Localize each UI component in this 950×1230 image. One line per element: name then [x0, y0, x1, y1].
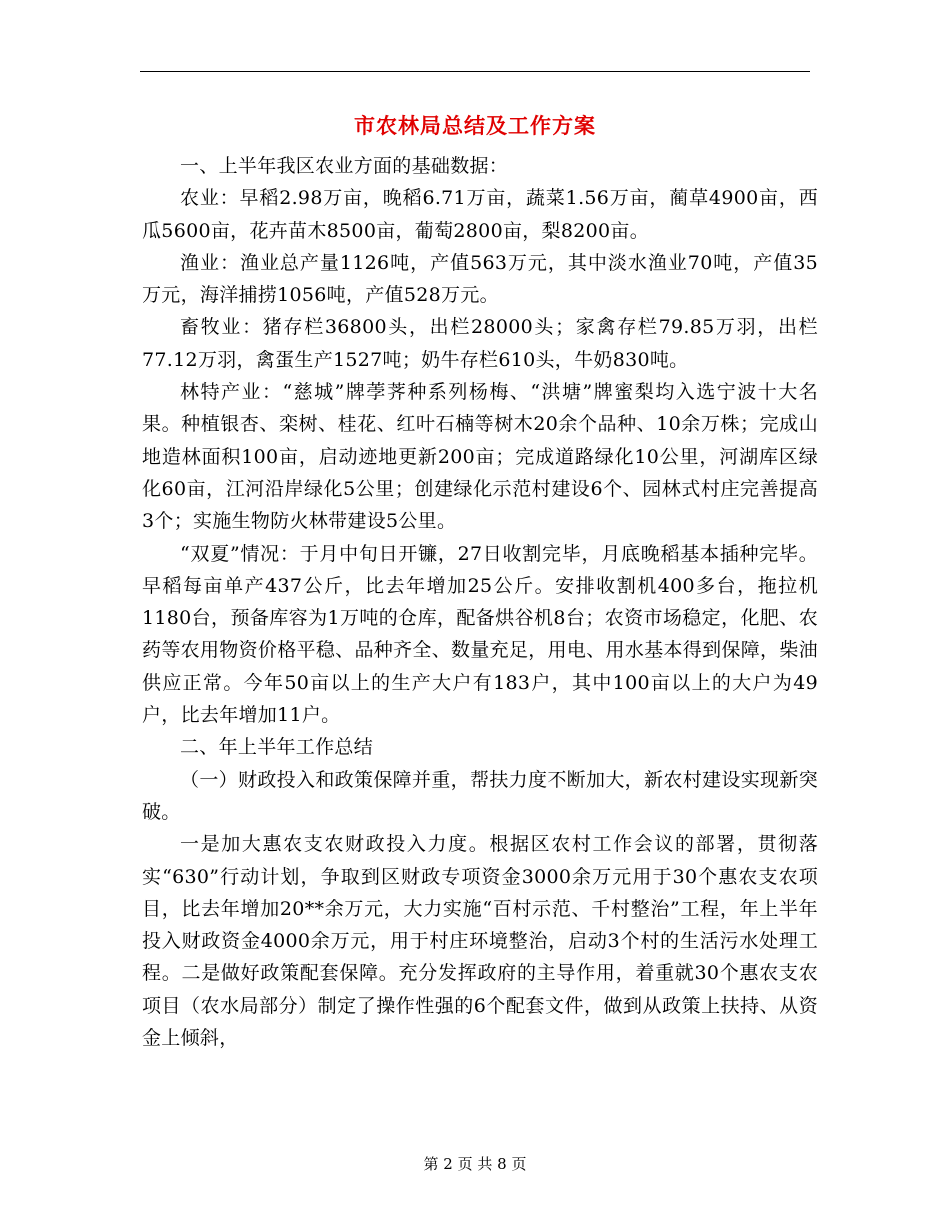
document-title: 市农林局总结及工作方案	[354, 113, 596, 138]
paragraph-forestry: 林特产业：“慈城”牌荸荠种系列杨梅、“洪塘”牌蜜梨均入选宁波十大名果。种植银杏、栾树、桂花、红叶石楠等树木20余个品种、10余万株；完成山地造林面积100亩，启动迹地更新200亩；完成道路绿化10公里，河湖库区绿化60亩，江河沿岸绿化5公里；创建绿化示范村建设6个、园林式村庄完善提高3个；实施生物防火林带建设5公里。	[142, 381, 818, 533]
paragraph-double-summer: “双夏”情况：于月中旬日开镰，27日收割完毕，月底晚稻基本插种完毕。早稻每亩单产437公斤，比去年增加25公斤。安排收割机400多台，拖拉机1180台，预备库容为1万吨的仓库，配备烘谷机8台；农资市场稳定，化肥、农药等农用物资价格平稳、品种齐全、数量充足，用电、用水基本得到保障，柴油供应正常。今年50亩以上的生产大户有183户，其中100亩以上的大户为49户，比去年增加11户。	[142, 542, 818, 727]
document-body	[142, 150, 818, 1054]
paragraph-livestock: 畜牧业：猪存栏36800头，出栏28000头；家禽存栏79.85万羽，出栏77.12万羽，禽蛋生产1527吨；奶牛存栏610头，牛奶830吨。	[142, 316, 818, 371]
paragraph-section-2-heading: 二、年上半年工作总结	[180, 736, 374, 759]
paragraph-fishery: 渔业：渔业总产量1126吨，产值563万元，其中淡水渔业70吨，产值35万元，海洋捕捞1056吨，产值528万元。	[142, 251, 818, 307]
paragraph-section-1-heading: 一、上半年我区农业方面的基础数据：	[180, 155, 509, 177]
header-rule	[140, 71, 810, 72]
paragraph-agriculture: 农业：早稻2.98万亩，晚稻6.71万亩，蔬菜1.56万亩，蔺草4900亩，西瓜5600亩，花卉苗木8500亩，葡萄2800亩，梨8200亩。	[142, 187, 818, 242]
paragraph-subsection-1: （一）财政投入和政策保障并重，帮扶力度不断加大，新农村建设实现新突破。	[142, 768, 818, 823]
paragraph-fiscal-investment: 一是加大惠农支农财政投入力度。根据区农村工作会议的部署，贯彻落实“630”行动计划，争取到区财政专项资金3000余万元用于30个惠农支农项目，比去年增加20**余万元，大力实施“百村示范、千村整治”工程，年上半年投入财政资金4000余万元，用于村庄环境整治，启动3个村的生活污水处理工程。二是做好政策配套保障。充分发挥政府的主导作用，着重就30个惠农支农项目（农水局部分）制定了操作性强的6个配套文件，做到从政策上扶持、从资金上倾斜，	[142, 833, 818, 1050]
page-number-footer: 第 2 页 共 8 页	[423, 1155, 527, 1173]
